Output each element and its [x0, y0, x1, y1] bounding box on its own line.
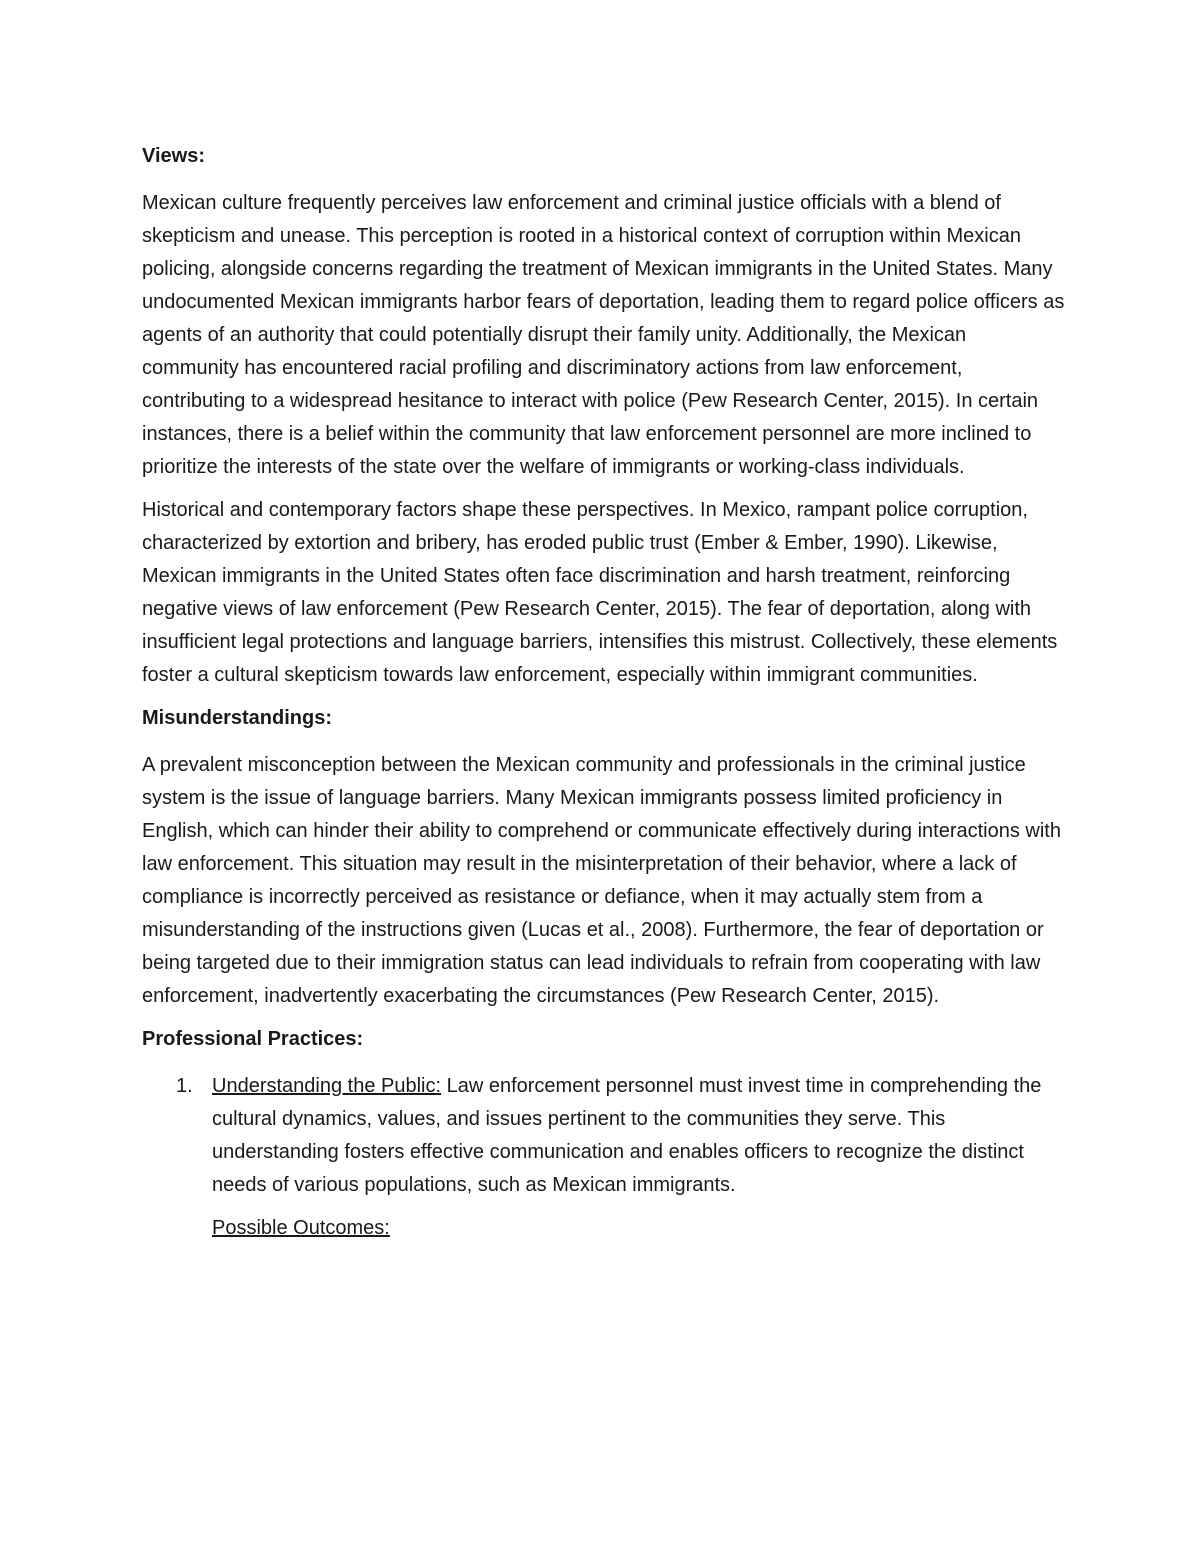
list-item-body	[212, 1075, 1041, 1196]
misunderstandings-heading: Misunderstandings:	[142, 707, 333, 729]
views-paragraph-1: Mexican culture frequently perceives law enforcement and criminal justice officials with a blend of skepticism and unease. This perception is rooted in a historical context of corruption within Mexican policing, alongside concerns regarding the treatment of Mexican immigrants in the United States. Many undocumented Mexican immigrants harbor fears of deportation, leading them to regard police officers as agents of an authority that could potentially disrupt their family unity. Additionally, the Mexican community has encountered racial profiling and discriminatory actions from law enforcement, contributing to a widespread hesitance to interact with police (Pew Research Center, 2015). In certain instances, there is a belief within the community that law enforcement personnel are more inclined to prioritize the interests of the state over the welfare of immigrants or working-class individuals.	[142, 192, 1065, 478]
document-page	[142, 140, 1067, 1245]
views-heading: Views:	[142, 145, 205, 167]
practices-list	[142, 1070, 1067, 1245]
practices-heading: Professional Practices:	[142, 1028, 364, 1050]
list-item-text: Law enforcement personnel must invest time in comprehending the cultural dynamics, values, and issues pertinent to the communities they serve. This understanding fosters effective communication and enables officers to recognize the distinct needs of various populations, such as Mexican immigrants.	[212, 1075, 1042, 1196]
list-item-title: Understanding the Public:	[212, 1075, 442, 1097]
views-paragraph-2: Historical and contemporary factors shape these perspectives. In Mexico, rampant police corruption, characterized by extortion and bribery, has eroded public trust (Ember & Ember, 1990). Likewise, Mexican immigrants in the United States often face discrimination and harsh treatment, reinforcing negative views of law enforcement (Pew Research Center, 2015). The fear of deportation, along with insufficient legal protections and language barriers, intensifies this mistrust. Collectively, these elements foster a cultural skepticism towards law enforcement, especially within immigrant communities.	[142, 499, 1058, 686]
possible-outcomes-label: Possible Outcomes:	[212, 1217, 390, 1239]
list-item-number: 1.	[176, 1075, 193, 1097]
misunderstandings-paragraph: A prevalent misconception between the Mexican community and professionals in the criminal justice system is the issue of language barriers. Many Mexican immigrants possess limited proficiency in English, which can hinder their ability to comprehend or communicate effectively during interactions with law enforcement. This situation may result in the misinterpretation of their behavior, where a lack of compliance is incorrectly perceived as resistance or defiance, when it may actually stem from a misunderstanding of the instructions given (Lucas et al., 2008). Furthermore, the fear of deportation or being targeted due to their immigration status can lead individuals to refrain from cooperating with law enforcement, inadvertently exacerbating the circumstances (Pew Research Center, 2015).	[142, 754, 1061, 1007]
list-item	[142, 1070, 1067, 1245]
